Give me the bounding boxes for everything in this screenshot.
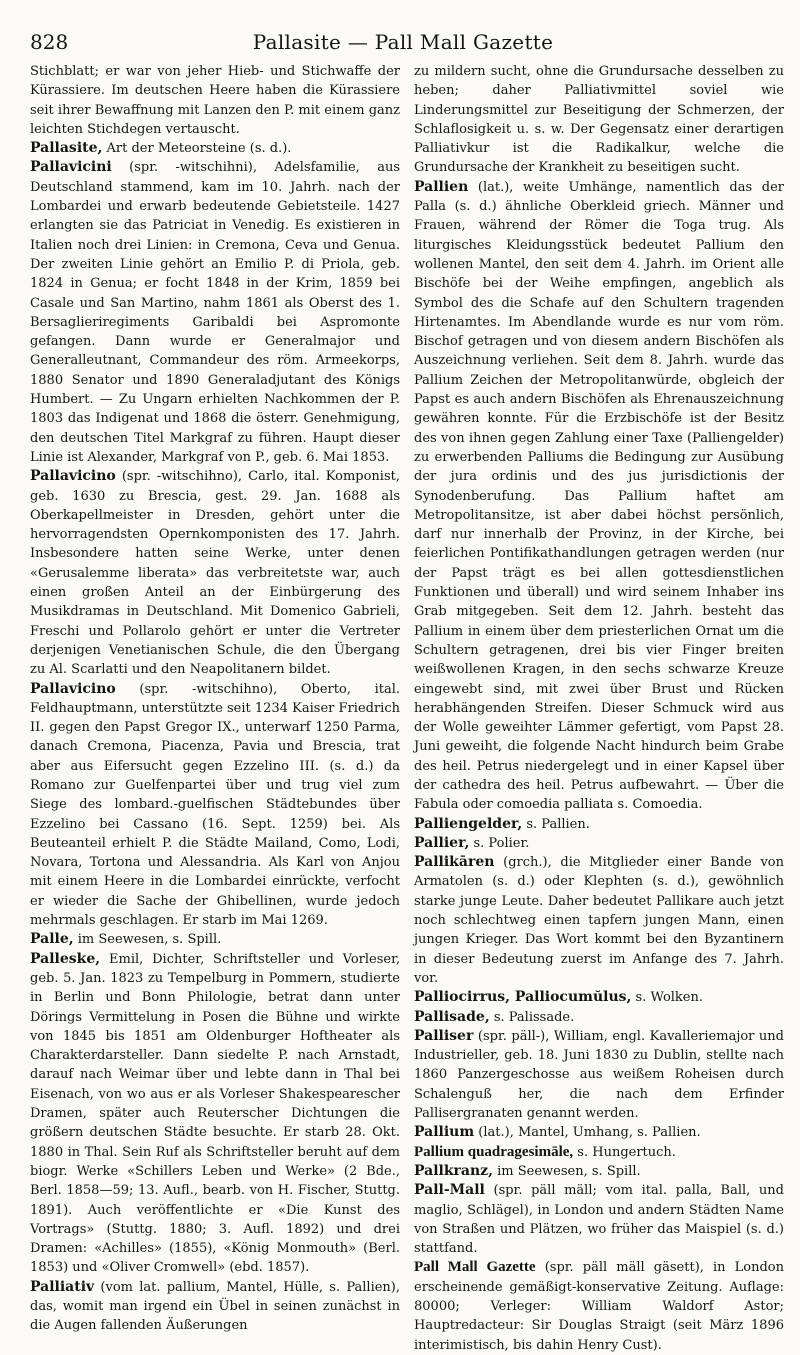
- entry-text: s. Hungertuch.: [573, 1144, 676, 1160]
- entry-headword: Pallier,: [414, 834, 470, 851]
- entry-text: s. Pallien.: [522, 816, 590, 832]
- page-header: [30, 30, 776, 56]
- entry-pallium: [414, 1123, 784, 1142]
- entry-headword: Palliengelder,: [414, 815, 523, 832]
- entry-pallkranz: [414, 1162, 784, 1181]
- entry-pallasite: [30, 139, 400, 158]
- entry-continuation: [414, 62, 784, 178]
- entry-pallavicino-carlo: [30, 467, 400, 679]
- entry-headword: Pallkranz,: [414, 1162, 494, 1179]
- entry-text: (spr. päll mäll gäsett), in London erscheinende gemäßigt-konservative Zeitung. Auflage: 80000; Verleger: William Waldorf Astor; Hauptredacteur: Sir Douglas Straigt (seit März 1896 interimistisch, bis dahin Henry Cust).: [414, 1260, 785, 1353]
- entry-headword: Pallium: [414, 1124, 475, 1141]
- running-title: Pallasite — Pall Mall Gazette: [252, 30, 554, 54]
- entry-text: (spr. -witschihni), Adelsfamilie, aus Deutschland stammend, kam im 10. Jahrh. nach der Lombardei und erwarb bedeutende Gebietsteile. 1427 erlangten sie das Patriciat in Venedig. Es existieren in Italien noch drei Linien: in Cremona, Ceva und Genua. Der zweiten Linie gehört an Emilio P. di Priola, geb. 1824 in Genua; er focht 1848 in der Krim, 1859 bei Casale und San Martino, nahm 1861 als Oberst des 1. Bersaglieriregiments Garibaldi bei Aspromonte gefangen. Dann wurde er Generalmajor und Generalleutnant, Commandeur des röm. Armeekorps, 1880 Senator und 1890 Generaladjutant des Königs Humbert. — Zu Ungarn erhielten Nachkommen der P. 1803 das Indigenat und 1868 die österr. Genehmigung, den deutschen Titel Markgraf zu führen. Haupt dieser Linie ist Alexander, Markgraf von P., geb. 6. Mai 1853.: [30, 160, 400, 465]
- entry-pallium-quadragesimale: [414, 1143, 784, 1162]
- entry-pallisade: [414, 1008, 784, 1027]
- entry-headword: Pallisade,: [414, 1008, 490, 1025]
- entry-text: Stichblatt; er war von jeher Hieb- und Stichwaffe der Kürassiere. Im deutschen Heere haben die Kürassiere seit ihrer Bewaffnung mit Lanzen den P. mit einem ganz leichten Stichdegen vertauscht.: [30, 64, 400, 137]
- entry-text: im Seewesen, s. Spill.: [73, 932, 222, 948]
- entry-pallavicino-oberto: [30, 680, 400, 931]
- entry-text: s. Palissade.: [489, 1009, 575, 1025]
- entry-pall-mall: [414, 1181, 784, 1258]
- entry-text: im Seewesen, s. Spill.: [493, 1163, 641, 1179]
- entry-text: (lat.), weite Umhänge, namentlich das der Palla (s. d.) ähnliche Oberkleid griech. Männer und Frauen, während der Römer die Toga trug. Als liturgisches Kleidungsstück bedeutet Pallium den wollenen Mantel, den seit dem 4. Jahrh. im Orient alle Bischöfe bei der Weihe empfingen, angeblich als Symbol des die Schafe auf den Schultern tragenden Hirtenamtes. Im Abendlande wurde es nur vom röm. Bischof getragen und von diesem andern Bischöfen als Auszeichnung verliehen. Seit dem 8. Jahrh. wurde das Pallium Zeichen der Metropolitanwürde, obgleich der Papst es auch andern Bischöfen als Ehrenauszeichnung gewähren konnte. Für die Erzbischöfe ist der Besitz des von ihnen gegen Zahlung einer Taxe (Palliengelder) zu erwerbenden Palliums die Bedingung zur Ausübung der jura ordinis und des jus jurisdictionis der Synodenberufung. Das Pallium haftet am Metropolitansitze, ist aber dabei höchst persönlich, darf nur innerhalb der Provinz, in der Kirche, bei feierlichen Pontifikathandlungen getragen werden (nur der Papst trägt es bei allen gottesdienstlichen Funktionen und überall) und wird seinem Inhaber ins Grab mitgegeben. Seit dem 12. Jahrh. besteht das Pallium in einem über dem priesterlichen Ornat um die Schultern getragenen, drei bis vier Finger breiten weißwollenen Kragen, in den sechs schwarze Kreuze eingewebt sind, mit zwei über Brust und Rücken herabhängenden Streifen. Dieser Schmuck wird aus der Wolle geweihter Lämmer gefertigt, vom Papst 28. Juni geweiht, die folgende Nacht hindurch beim Grabe des heil. Petrus niedergelegt und in einer Kapsel über der cathedra des heil. Petrus aufbewahrt. — Über die Fabula oder comoedia palliata s. Comoedia.: [414, 179, 784, 813]
- page-number: 828: [30, 30, 69, 54]
- entry-headword: Palle,: [30, 931, 74, 948]
- entry-headword: Pallikāren: [414, 854, 495, 871]
- entry-text: Art der Meteorsteine (s. d.).: [102, 141, 292, 157]
- entry-text: s. Polier.: [469, 835, 530, 851]
- entry-headword: Pall Mall Gazette: [414, 1259, 536, 1276]
- entry-palliengelder: [414, 815, 784, 834]
- entry-text: s. Wolken.: [631, 990, 703, 1006]
- entry-headword: Pallium quadragesimāle,: [414, 1143, 574, 1160]
- entry-headword: Pallasite,: [30, 140, 103, 157]
- entry-pall-mall-gazette: [414, 1258, 784, 1354]
- entry-headword: Palliser: [414, 1027, 474, 1044]
- entry-palleske: [30, 950, 400, 1278]
- entry-text: zu mildern sucht, ohne die Grundursache desselben zu heben; daher Palliativmittel soviel wie Linderungsmittel zur Beseitigung der Schmerzen, der Schlaflosigkeit u. s. w. Der Gegensatz einer derartigen Palliativkur ist die Radikalkur, welche die Grundursache der Krankheit zu beseitigen sucht.: [414, 64, 784, 176]
- entry-text: Emil, Dichter, Schriftsteller und Vorleser, geb. 5. Jan. 1823 zu Tempelburg in Pommern, studierte in Berlin und Bonn Philologie, betrat dann unter Dörings Vermittelung in Posen die Bühne und wirkte von 1845 bis 1851 am Oldenburger Hoftheater als Charakterdarsteller. Dann siedelte P. nach Arnstadt, darauf nach Weimar über und lebte dann in Thal bei Eisenach, von wo aus er als Vorleser Shakespearescher Dramen, später auch Reuterscher Dichtungen die größern deutschen Städte besuchte. Er starb 28. Okt. 1880 in Thal. Sein Ruf als Schriftsteller beruht auf dem biogr. Werke «Schillers Leben und Werke» (2 Bde., Berl. 1858—59; 13. Aufl., bearb. von H. Fischer, Stuttg. 1891). Auch veröffentlichte er «Die Kunst des Vortrags» (Stuttg. 1880; 3. Aufl. 1892) und drei Dramen: «Achilles» (1855), «König Monmouth» (Berl. 1853) und «Oliver Cromwell» (ebd. 1857).: [30, 951, 400, 1276]
- entry-pallier: [414, 834, 784, 853]
- entry-headword: Palliocirrus, Palliocumŭlus,: [414, 989, 632, 1006]
- entry-continuation: [30, 62, 400, 139]
- entry-text: (spr. -witschihno), Carlo, ital. Komponist, geb. 1630 zu Brescia, gest. 29. Jan. 1688 als Oberkapellmeister in Dresden, gehört unter die hervorragendsten Opernkomponisten des 17. Jahrh. Insbesondere hatten seine Werke, unter denen «Gerusalemme liberata» das verbreitetste war, auch einen großen Anteil an der Einbürgerung des Musikdramas in Deutschland. Mit Domenico Gabrieli, Freschi und Pollarolo gehört er unter die Vertreter derjenigen Venetianischen Schule, die den Übergang zu Al. Scarlatti und den Neapolitanern bildet.: [30, 469, 400, 678]
- entry-text: (spr. päll mäll; vom ital. palla, Ball, und maglio, Schlägel), in London und andern Städten Name von Straßen und Plätzen, wo früher das Maispiel (s. d.) stattfand.: [414, 1183, 784, 1257]
- right-column: [414, 62, 785, 1353]
- entry-text: (grch.), die Mitglieder einer Bande von Armatolen (s. d.) oder Klephten (s. d.), gewöhnlich starke junge Leute. Daher bedeutet Pallikare auch jetzt noch schlechtweg einen tapfern jungen Mann, einen jungen Krieger. Das Wort kommt bei den Byzantinern in dieser Bedeutung zuerst im Anfange des 7. Jahrh. vor.: [414, 855, 784, 986]
- entry-text: (spr. -witschihno), Oberto, ital. Feldhauptmann, unterstützte seit 1234 Kaiser Friedrich II. gegen den Papst Gregor IX., unterwarf 1250 Parma, danach Cremona, Piacenza, Pavia und Brescia, trat aber aus Eifersucht gegen Ezzelino III. (s. d.) da Romano zur Guelfenpartei über und trug viel zum Siege des lombard.-guelfischen Städtebundes über Ezzelino bei Cassano (16. Sept. 1259) bei. Als Beuteanteil erhielt P. die Städte Mailand, Como, Lodi, Novara, Tortona und Alessandria. Als Karl von Anjou mit einem Heere in die Lombardei einrückte, verfocht er wieder die Sache der Ghibellinen, wurde jedoch mehrmals geschlagen. Er starb im Mai 1269.: [30, 681, 400, 929]
- entry-palliser: [414, 1027, 784, 1123]
- entry-headword: Palliativ: [30, 1278, 95, 1295]
- entry-pallikaren: [414, 853, 784, 988]
- entry-headword: Pallavicino: [30, 680, 116, 697]
- entry-headword: Pall-Mall: [414, 1182, 485, 1199]
- entry-pallien: [414, 178, 784, 815]
- left-column: [30, 62, 400, 1334]
- entry-headword: Pallavicini: [30, 159, 112, 176]
- entry-headword: Pallavicino: [30, 468, 116, 485]
- entry-text: (spr. päll-), William, engl. Kavalleriemajor und Industrieller, geb. 18. Juni 1830 zu Dublin, stellte nach 1860 Panzergeschosse aus weißem Roheisen durch Schalenguß her, die nach dem Erfinder Pallisergranaten genannt werden.: [414, 1028, 784, 1122]
- entry-palle: [30, 930, 400, 949]
- entry-text: (vom lat. pallium, Mantel, Hülle, s. Pallien), das, womit man irgend ein Übel in seinen zunächst in die Augen fallenden Äußerungen: [30, 1279, 400, 1334]
- entry-text: (lat.), Mantel, Umhang, s. Pallien.: [474, 1125, 701, 1141]
- entry-palliocirrus: [414, 988, 784, 1007]
- entry-headword: Pallien: [414, 178, 469, 195]
- entry-headword: Palleske,: [30, 950, 101, 967]
- entry-palliativ: [30, 1278, 400, 1336]
- entry-pallavicini: [30, 158, 400, 467]
